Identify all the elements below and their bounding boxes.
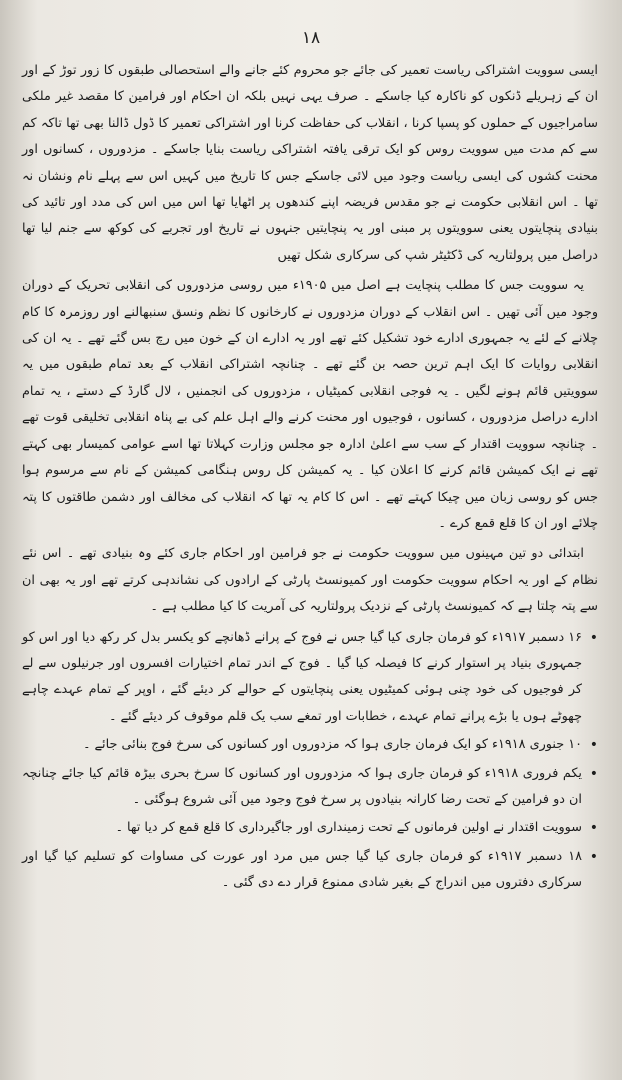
paragraph-initial-decrees: ابتدائی دو تین مہینوں میں سوویت حکومت نے جو فرامین اور احکام جاری کئے وہ بنیادی تھے ۔ اس نئے نظام کے اور یہ احکام سوویت حکومت اور کمیونسٹ پارٹی کے ارادوں کی نشاندہی کرتے تھے اور یہ بھی ان سے پتہ چلتا ہے کہ کمیونسٹ پارٹی کے نزدیک پرولتاریہ کی آمریت کا کیا مطلب ہے ۔ [22, 546, 598, 615]
list-item-text: سوویت اقتدار نے اولین فرمانوں کے تحت زمینداری اور جاگیرداری کا قلع قمع کر دیا تھا ۔ [115, 820, 582, 836]
list-item-text: ۱۶ دسمبر ۱۹۱۷ء کو فرمان جاری کیا گیا جس نے فوج کے پرانے ڈھانچے کو یکسر بدل کر رکھ دیا اور اس کو جمہوری بنیاد پر استوار کرنے کا فیصلہ کیا گیا ۔ فوج کے اندر تمام اختیارات افسروں اور جرنیلوں سے لے کر فوجیوں کی خود چنی ہوئی کمیٹیوں یعنی پنچایتوں کے حوالے کر دیئے گئے ، اوپر کے تمام عہدے چاہے چھوٹے ہوں یا بڑے پرانے تمام عہدے ، خطابات اور تمغے سب یک قلم موقوف کر دیئے گئے ۔ [22, 629, 582, 724]
list-item [22, 844, 598, 897]
list-item [22, 625, 598, 731]
list-item-text: یکم فروری ۱۹۱۸ء کو فرمان جاری ہوا کہ مزدوروں اور کسانوں کا سرخ بحری بیڑہ قائم کیا جائے چنانچہ ان دو فرامین کے تحت رضا کارانہ بنیادوں پر سرخ فوج وجود میں آئی شروع ہوگئی ۔ [22, 765, 582, 807]
bullet-icon: • [589, 737, 598, 754]
bullet-icon: • [589, 820, 598, 837]
bullet-icon: • [589, 629, 598, 646]
list-item-text: ۱۸ دسمبر ۱۹۱۷ء کو فرمان جاری کیا گیا جس میں مرد اور عورت کی مساوات کو تسلیم کیا گیا اور سرکاری دفتروں میں اندراج کے بغیر شادی ممنوع قرار دے دی گئی ۔ [22, 848, 582, 891]
page-body-text [22, 58, 598, 899]
list-item [22, 815, 598, 841]
bullet-icon: • [589, 848, 598, 865]
list-item-text: ۱۰ جنوری ۱۹۱۸ء کو ایک فرمان جاری ہوا کہ مزدوروں اور کسانوں کی سرخ فوج بنائی جائے ۔ [82, 737, 582, 753]
list-item [22, 761, 598, 814]
page-number: ۱۸ [301, 28, 321, 48]
decree-bullet-list [22, 625, 598, 897]
bullet-icon: • [589, 765, 598, 782]
paragraph-soviet-meaning: یہ سوویت جس کا مطلب پنچایت ہے اصل میں ۱۹۰۵ء میں روسی مزدوروں کی انقلابی تحریک کے دوران وجود میں آئی تھیں ۔ اس انقلاب کے دوران مزدوروں نے کارخانوں کا نظم ونسق سنبھالنے اور روزمرہ کا کام چلانے کے لئے یہ جمہوری ادارے خود تشکیل کئے تھے اور یہ ادارے ان کے خون میں رچ بس گئے تھے ۔ یہ ان کی انقلابی روایات کا ایک اہم ترین حصہ بن گئے تھے ۔ چنانچہ اشتراکی انقلاب کے بعد تمام طبقوں میں یہ سوویتیں قائم ہونے لگیں ۔ یہ فوجی انقلابی کمیٹیاں ، مزدوروں کی انجمنیں ، لال گارڈ کے دستے ، یہ تمام ادارے دراصل مزدوروں ، کسانوں ، فوجیوں اور محنت کرنے والے اہل علم کی بے پناہ انقلابی تخلیقی قوت تھے ۔ چنانچہ سوویت اقتدار کے سب سے اعلیٰ ادارہ جو مجلس وزارت کہلاتا تھا اسے عوامی کمیسار بھی کہتے تھے نے ایک کمیشن قائم کرنے کا اعلان کیا ۔ یہ کمیشن کل روس ہنگامی کمیشن کے نام سے مرسوم ہوا جس کو روسی زبان میں چیکا کہتے تھے ۔ اس کا کام یہ تھا کہ انقلاب کی مخالف اور دشمن طاقتوں کا پتہ چلائے اور ان کا قلع قمع کرے ۔ [22, 278, 598, 531]
paragraph-soviet-state: ایسی سوویت اشتراکی ریاست تعمیر کی جائے جو محروم کئے جانے والے استحصالی طبقوں کا زور توڑ کے اور ان کے زہریلے ڈنکوں کو ناکارہ کیا جاسکے ۔ صرف یہی نہیں بلکہ ان احکام اور فرامین کا مقصد غیر ملکی سامراجیوں کے حملوں کو پسپا کرنا ، انقلاب کی حفاظت کرنا اور اشتراکی تعمیر کا ڈول ڈالنا بھی تھا تاکہ کم سے کم مدت میں سوویت روس کو ایک ترقی یافتہ اشتراکی ریاست بنایا جاسکے ۔ مزدوروں ، کسانوں اور محنت کشوں کی ایسی ریاست وجود میں لائی جاسکے جس کا تاریخ میں کہیں اس سے پہلے نام ونشان نہ تھا ۔ اس انقلابی حکومت نے جو مقدس فریضہ اپنے کندھوں پر اٹھایا تھا اس میں اس کی مدد اور تائید کی بنیادی پنچایتوں یعنی سوویتوں پر مبنی اور یہ پنچایتیں جنہوں نے تاریخ اور تجربے کی کوکھ سے جنم لیا تھا دراصل میں پرولتاریہ کی ڈکٹیٹر شپ کی سرکاری شکل تھیں [22, 63, 598, 263]
list-item [22, 732, 598, 758]
